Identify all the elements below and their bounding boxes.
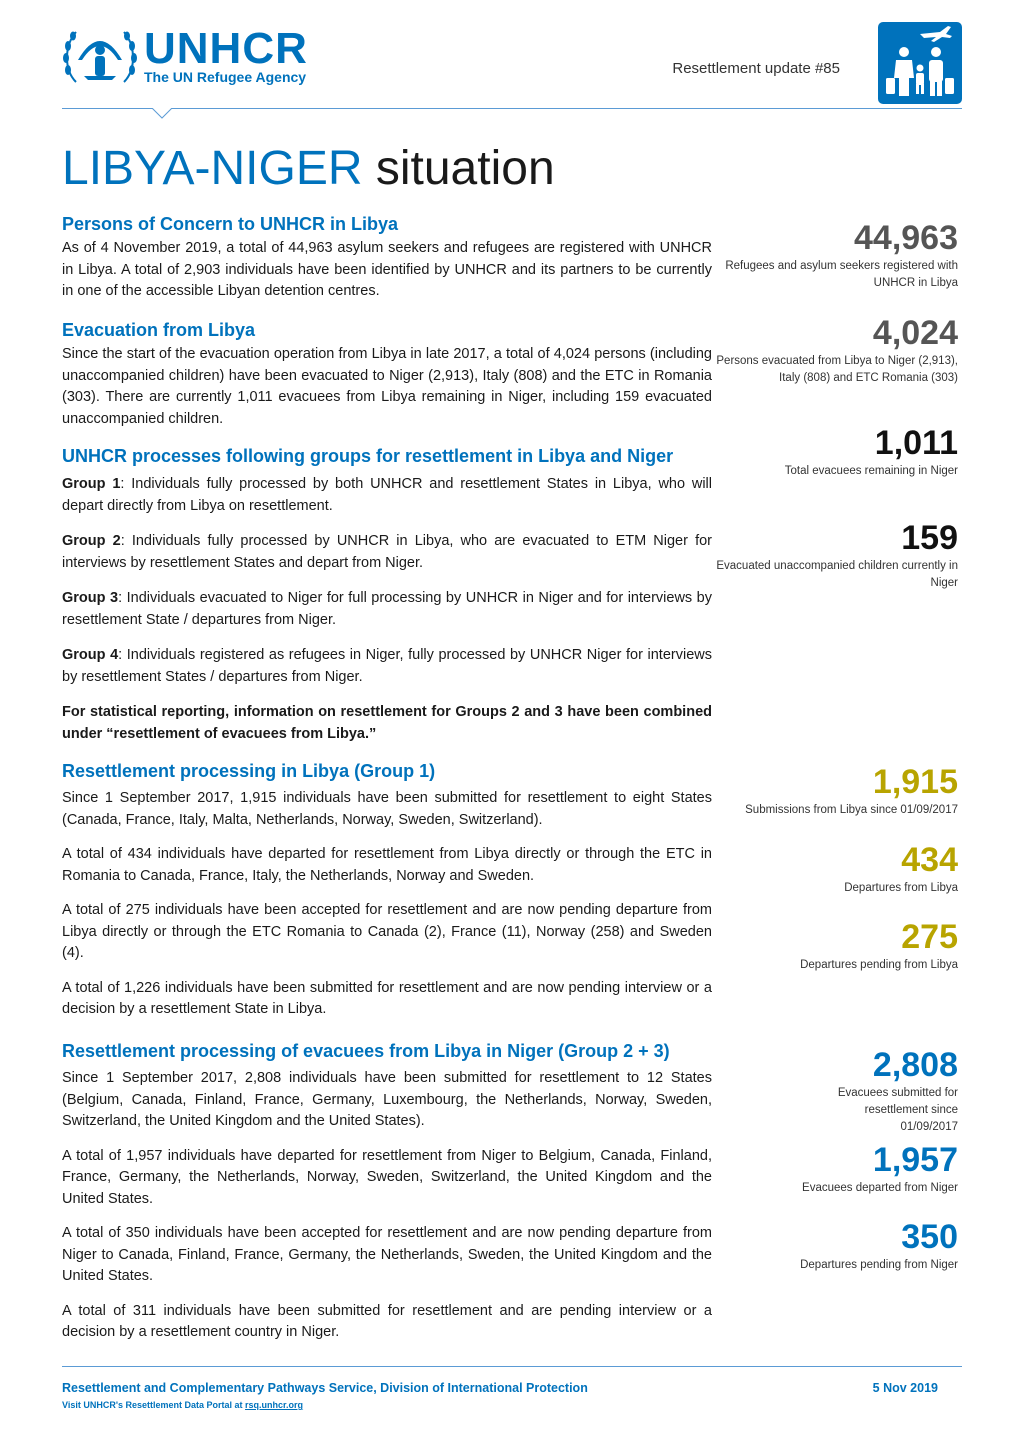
group-3-label: Group 3 (62, 590, 119, 606)
group-1-label: Group 1 (62, 476, 121, 492)
unhcr-emblem-icon (62, 26, 138, 86)
paragraph: A total of 434 individuals have departed for resettlement from Libya directly or through the ETC in Romania to Canada, France, Italy, the Netherlands, Norway and Sweden. (62, 846, 712, 884)
update-label: Resettlement update #85 (672, 60, 840, 77)
paragraph: Since the start of the evacuation operation from Libya in late 2017, a total of 4,024 persons (including unaccompanied children) have been evacuated to Niger (2,913), Italy (808) and the ETC in Romania (303). There are currently 1,011 evacuees from Libya remaining in Niger, including 159 evacuated unaccompanied children. (62, 346, 712, 427)
stat-value: 4,024 (872, 314, 958, 352)
page-header (62, 22, 962, 122)
stat-label: Departures from Libya (844, 882, 958, 894)
stat-label: Evacuated unaccompanied children currently in Niger (716, 560, 958, 589)
section-heading: Resettlement processing in Libya (Group 1) (62, 761, 436, 781)
stat-label: Evacuees submitted for resettlement since 01/09/2017 (837, 1087, 958, 1133)
stat-label: Evacuees departed from Niger (802, 1182, 958, 1194)
footer-service: Resettlement and Complementary Pathways Service, Division of International Protection (62, 1381, 588, 1395)
group-3-paragraph (62, 588, 712, 631)
section-groups (62, 444, 712, 758)
stat-label: Submissions from Libya since 01/09/2017 (745, 804, 958, 816)
stat-value: 2,808 (872, 1046, 958, 1084)
stat-pending-niger (708, 1217, 958, 1274)
paragraph: A total of 1,226 individuals have been submitted for resettlement and are now pending interview or a decision by a resettlement State in Libya. (62, 979, 712, 1017)
header-divider (62, 108, 962, 109)
title-rest: situation (362, 142, 555, 195)
title-accent: LIBYA-NIGER (62, 142, 363, 195)
paragraph: A total of 350 individuals have been accepted for resettlement and are now pending departure from Niger to Canada, Finland, France, Germany, the Netherlands, Sweden, the United Kingdom and the United States. (62, 1225, 712, 1284)
logo-subtitle: The UN Refugee Agency (144, 69, 307, 85)
stat-departures-libya (708, 840, 958, 897)
paragraph: A total of 1,957 individuals have departed for resettlement from Niger to Belgium, Canada, Finland, France, Germany, the Netherlands, Norway, Sweden, Switzerland, the United Kingdom and the United States. (62, 1147, 712, 1207)
section-heading: Persons of Concern to UNHCR in Libya (62, 214, 399, 234)
stat-submitted-niger (708, 1045, 958, 1136)
group-4-label: Group 4 (62, 647, 119, 663)
stat-submissions-libya (708, 762, 958, 819)
group-4-paragraph (62, 645, 712, 688)
stat-value: 275 (901, 918, 958, 956)
footer-divider (62, 1366, 962, 1367)
section-persons-of-concern (62, 212, 712, 316)
group-2-label: Group 2 (62, 533, 121, 549)
group-4-text: : Individuals registered as refugees in Niger, fully processed by UNHCR Niger for interviews by resettlement States / departures from Niger. (62, 647, 712, 685)
stat-value: 434 (901, 841, 958, 879)
stat-value: 350 (901, 1218, 958, 1256)
stat-value: 44,963 (854, 219, 958, 257)
group-2-text: : Individuals fully processed by UNHCR in Libya, who are evacuated to ETM Niger for interviews by resettlement States and depart from Niger. (62, 533, 712, 571)
group-3-text: : Individuals evacuated to Niger for full processing by UNHCR in Niger and for interviews by resettlement State / departures from Niger. (62, 590, 712, 628)
stat-value: 1,957 (872, 1141, 958, 1179)
logo-name: UNHCR (144, 24, 308, 73)
footer-portal-text: Visit UNHCR's Resettlement Data Portal at (62, 1400, 246, 1410)
page-title (62, 140, 555, 198)
stat-departed-niger (708, 1140, 958, 1197)
paragraph: As of 4 November 2019, a total of 44,963 asylum seekers and refugees are registered with UNHCR in Libya. A total of 2,903 individuals have been identified by UNHCR and its partners to be currently in one of the accessible Libyan detention centres. (62, 240, 712, 299)
stat-label: Departures pending from Libya (800, 959, 958, 971)
stat-label: Total evacuees remaining in Niger (784, 465, 958, 477)
paragraph: Since 1 September 2017, 1,915 individuals have been submitted for resettlement to eight States (Canada, France, Italy, Malta, Netherlands, Norway, Sweden, Switzerland). (62, 790, 712, 828)
paragraph: Since 1 September 2017, 2,808 individuals have been submitted for resettlement to 12 States (Belgium, Canada, Finland, France, Germany, Luxembourg, the Netherlands, Norway, Sweden, Switzerland, the United Kingdom and the United States). (62, 1070, 712, 1129)
stat-registered (708, 218, 958, 292)
stat-value: 159 (901, 519, 958, 557)
stat-label: Departures pending from Niger (800, 1259, 958, 1271)
stat-remaining-niger (708, 423, 958, 480)
stat-label: Refugees and asylum seekers registered with UNHCR in Libya (725, 260, 958, 289)
section-resettlement-libya (62, 759, 712, 1034)
group-1-paragraph (62, 474, 712, 517)
stat-unaccompanied (708, 518, 958, 592)
paragraph: A total of 275 individuals have been accepted for resettlement and are now pending departure from Libya directly or through the ETC Romania to Canada (2), France (11), Norway (258) and Sweden (4). (62, 902, 712, 961)
footer-date: 5 Nov 2019 (872, 1381, 938, 1395)
stat-value: 1,011 (874, 424, 958, 462)
portal-link[interactable]: rsq.unhcr.org (245, 1400, 304, 1410)
section-heading: UNHCR processes following groups for resettlement in Libya and Niger (62, 446, 674, 466)
section-heading: Resettlement processing of evacuees from Libya in Niger (Group 2 + 3) (62, 1041, 670, 1061)
section-evacuation (62, 318, 712, 443)
stat-label: Persons evacuated from Libya to Niger (2,913), Italy (808) and ETC Romania (303) (716, 355, 958, 384)
section-heading: Evacuation from Libya (62, 320, 256, 340)
paragraph: A total of 311 individuals have been submitted for resettlement and are pending interview or a decision by a resettlement country in Niger. (62, 1302, 712, 1340)
group-1-text: : Individuals fully processed by both UNHCR and resettlement States in Libya, who will depart directly from Libya on resettlement. (62, 476, 712, 514)
family-travel-icon (878, 22, 962, 104)
unhcr-logo (62, 26, 308, 86)
header-notch (152, 108, 172, 120)
group-2-paragraph (62, 531, 712, 574)
statistical-note: For statistical reporting, information on resettlement for Groups 2 and 3 have been combined under “resettlement of evacuees from Libya.” (62, 704, 712, 742)
stat-pending-libya (708, 917, 958, 974)
stat-value: 1,915 (872, 763, 958, 801)
stat-evacuated (708, 313, 958, 387)
section-resettlement-niger (62, 1039, 712, 1357)
footer-portal (62, 1400, 303, 1410)
